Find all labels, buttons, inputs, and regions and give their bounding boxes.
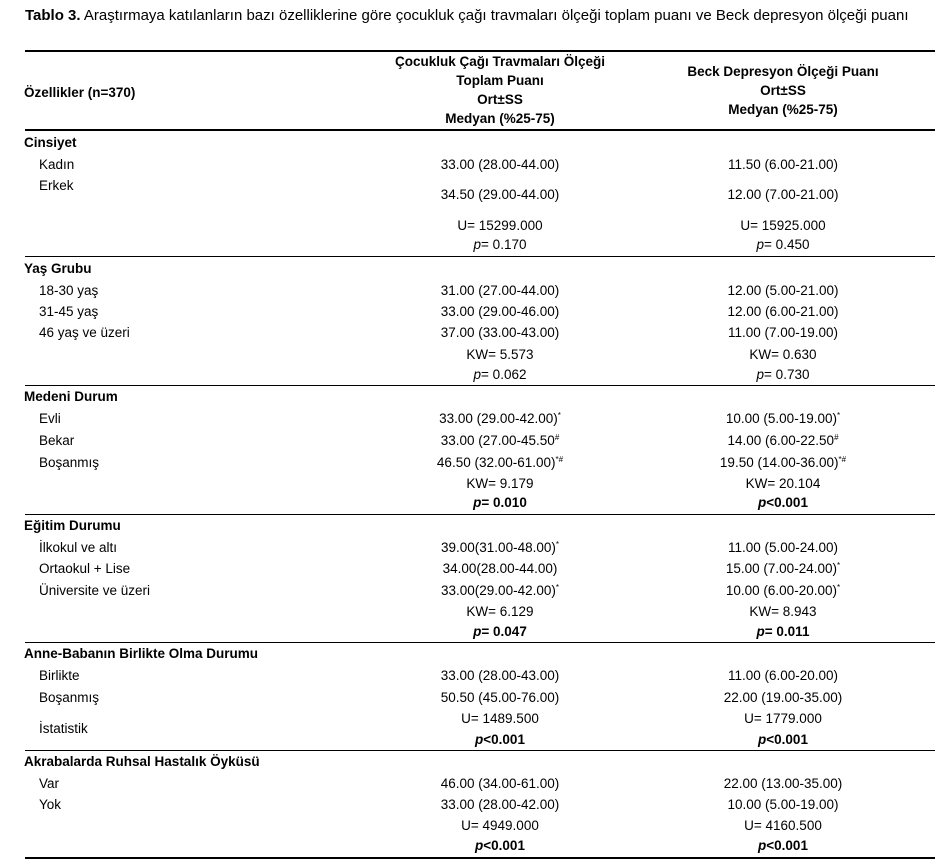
row-label: Üniversite ve üzeri [39, 583, 151, 598]
ccto-value: 46.00 (34.00-61.00) [440, 776, 560, 791]
section-divider [25, 750, 935, 751]
caption-label: Tablo 3. [25, 7, 81, 24]
beck-value: 10.00 (5.00-19.00)* [725, 411, 841, 426]
beck-value: 19.50 (14.00-36.00)*# [719, 455, 847, 470]
ccto-value: 46.50 (32.00-61.00)*# [436, 455, 564, 470]
row-label: Erkek [39, 178, 74, 193]
section-title-medeni: Medeni Durum [24, 389, 118, 404]
beck-p-value: p= 0.011 [756, 624, 810, 639]
ccto-statistic: KW= 5.573 [466, 347, 534, 362]
row-label: İlkokul ve altı [39, 540, 118, 555]
beck-value: 11.50 (6.00-21.00) [727, 157, 839, 172]
beck-statistic: U= 4160.500 [744, 818, 822, 833]
header-beck-line2: Ort±SS [760, 83, 806, 98]
beck-statistic: KW= 0.630 [749, 347, 817, 362]
header-ccto-line1: Çocukluk Çağı Travmaları Ölçeği [394, 54, 606, 69]
ccto-p-value: p= 0.010 [473, 495, 527, 510]
beck-value: 11.00 (7.00-19.00) [727, 325, 839, 340]
beck-value: 10.00 (5.00-19.00) [727, 797, 839, 812]
header-ccto-line3: Ort±SS [477, 92, 523, 107]
table-caption [25, 6, 935, 25]
section-divider [25, 256, 935, 257]
section-title-egitim: Eğitim Durumu [24, 518, 121, 533]
ccto-value: 37.00 (33.00-43.00) [440, 325, 560, 340]
table-bottom-rule [25, 857, 935, 859]
ccto-statistic: KW= 9.179 [466, 476, 534, 491]
section-title-akraba: Akrabalarda Ruhsal Hastalık Öyküsü [24, 754, 260, 769]
ccto-p-value: p= 0.047 [473, 624, 527, 639]
beck-p-value: p<0.001 [758, 732, 808, 747]
ccto-value: 33.00 (27.00-45.50# [440, 433, 560, 448]
header-beck-line1: Beck Depresyon Ölçeği Puanı [687, 64, 879, 79]
beck-statistic: KW= 8.943 [749, 604, 817, 619]
beck-value: 11.00 (5.00-24.00) [727, 540, 839, 555]
beck-p-value: p<0.001 [758, 838, 808, 853]
beck-statistic: U= 15925.000 [740, 218, 826, 233]
row-label: Boşanmış [39, 455, 100, 470]
beck-value: 12.00 (7.00-21.00) [727, 187, 839, 202]
header-rule [25, 129, 935, 131]
ccto-p-value: p= 0.062 [473, 367, 527, 382]
beck-statistic: KW= 20.104 [745, 476, 821, 491]
section-divider [25, 385, 935, 386]
ccto-value: 39.00(31.00-48.00)* [441, 540, 559, 555]
ccto-statistic: U= 4949.000 [461, 818, 539, 833]
statistic-label: İstatistik [39, 721, 88, 736]
ccto-statistic: KW= 6.129 [466, 604, 534, 619]
ccto-value: 33.00 (29.00-42.00)* [439, 411, 561, 426]
beck-value: 12.00 (6.00-21.00) [727, 304, 839, 319]
row-label: 18-30 yaş [39, 283, 99, 298]
ccto-value: 33.00 (29.00-46.00) [440, 304, 560, 319]
section-title-cinsiyet: Cinsiyet [24, 135, 77, 150]
row-label: Ortaokul + Lise [39, 561, 131, 576]
beck-statistic: U= 1779.000 [744, 711, 822, 726]
ccto-statistic: U= 1489.500 [461, 711, 539, 726]
table-top-rule [25, 50, 935, 52]
beck-value: 22.00 (19.00-35.00) [723, 690, 843, 705]
row-label: Birlikte [39, 668, 80, 683]
ccto-value: 34.50 (29.00-44.00) [440, 187, 560, 202]
ccto-p-value: p= 0.170 [473, 237, 527, 252]
header-ccto-line4: Medyan (%25-75) [445, 111, 555, 126]
header-characteristics: Özellikler (n=370) [24, 85, 136, 100]
ccto-value: 33.00(29.00-42.00)* [441, 583, 559, 598]
section-divider [25, 514, 935, 515]
row-label: Yok [39, 797, 62, 812]
row-label: Kadın [39, 157, 75, 172]
beck-value: 11.00 (6.00-20.00) [727, 668, 839, 683]
ccto-value: 34.00(28.00-44.00) [442, 561, 558, 576]
ccto-value: 33.00 (28.00-44.00) [440, 157, 560, 172]
row-label: Var [39, 776, 60, 791]
ccto-value: 31.00 (27.00-44.00) [440, 283, 560, 298]
beck-value: 10.00 (6.00-20.00)* [725, 583, 841, 598]
ccto-p-value: p<0.001 [475, 838, 525, 853]
beck-p-value: p<0.001 [758, 495, 808, 510]
row-label: Boşanmış [39, 690, 100, 705]
section-title-anne-baba: Anne-Babanın Birlikte Olma Durumu [24, 646, 259, 661]
ccto-p-value: p<0.001 [475, 732, 525, 747]
caption-text: Araştırmaya katılanların bazı özelliklerine göre çocukluk çağı travmaları ölçeği toplam puanı ve Beck depresyon ölçeği puanı [83, 7, 909, 24]
row-label: Evli [39, 411, 61, 426]
ccto-statistic: U= 15299.000 [457, 218, 543, 233]
beck-value: 12.00 (5.00-21.00) [727, 283, 839, 298]
beck-p-value: p= 0.450 [756, 237, 810, 252]
section-divider [25, 642, 935, 643]
row-label: Bekar [39, 433, 75, 448]
beck-value: 22.00 (13.00-35.00) [723, 776, 843, 791]
ccto-value: 33.00 (28.00-42.00) [440, 797, 560, 812]
ccto-value: 50.50 (45.00-76.00) [440, 690, 560, 705]
row-label: 46 yaş ve üzeri [39, 325, 130, 340]
beck-value: 14.00 (6.00-22.50# [727, 433, 839, 448]
beck-p-value: p= 0.730 [756, 367, 810, 382]
row-label: 31-45 yaş [39, 304, 99, 319]
header-ccto-line2: Toplam Puanı [456, 73, 544, 88]
ccto-value: 33.00 (28.00-43.00) [440, 668, 560, 683]
beck-value: 15.00 (7.00-24.00)* [725, 561, 841, 576]
header-beck-line3: Medyan (%25-75) [728, 102, 838, 117]
section-title-yas: Yaş Grubu [24, 261, 92, 276]
